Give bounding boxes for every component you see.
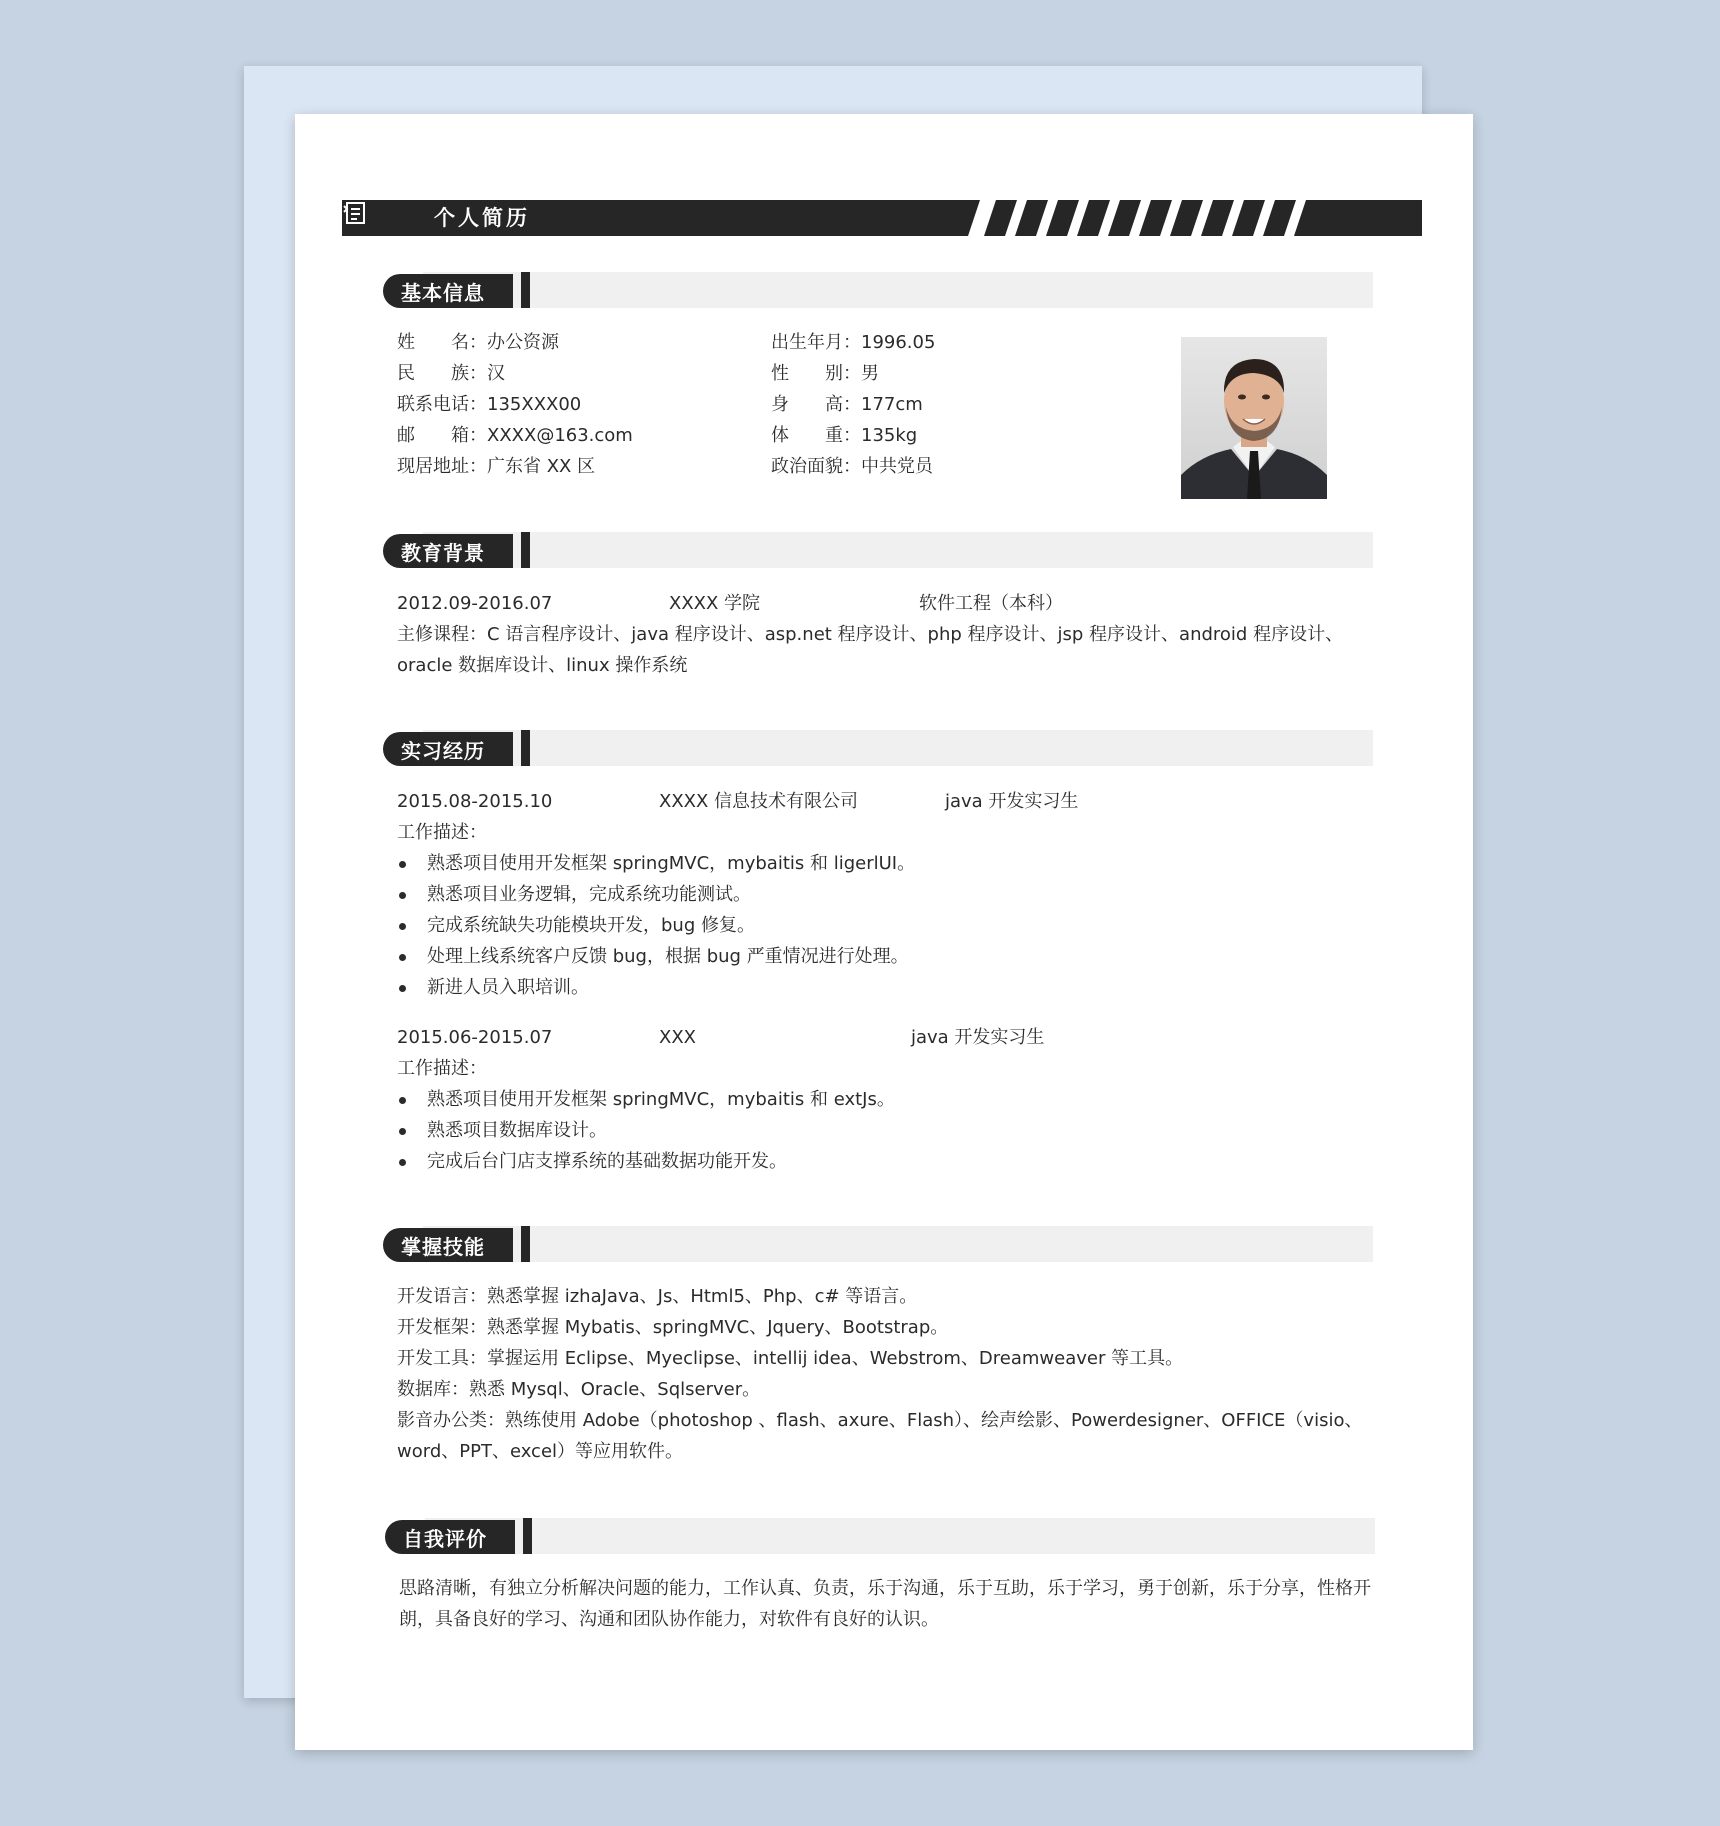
- section-strip: [425, 1518, 1375, 1554]
- info-row-name: 姓 名：办公资源: [397, 332, 559, 353]
- info-row-gender: 性 别：男: [771, 363, 879, 384]
- job-duty-list: [397, 1084, 1357, 1177]
- self-evaluation-text: 思路清晰，有独立分析解决问题的能力，工作认真、负责，乐于沟通，乐于互助，乐于学习，勇于创新，乐于分享，性格开朗，具备良好的学习、沟通和团队协作能力，对软件有良好的认识。: [399, 1578, 1371, 1630]
- job-period: 2015.08-2015.10: [397, 791, 553, 812]
- skill-line: 影音办公类：熟练使用 Adobe（photoshop 、flash、axure、Flash）、绘声绘影、Powerdesigner、OFFICE（visio、word、PPT、excel）等应用软件。: [397, 1410, 1363, 1462]
- section-strip: [423, 1226, 1373, 1262]
- section-marker: [521, 272, 530, 308]
- info-row-phone: 联系电话：135XXX00: [397, 394, 582, 415]
- resume-title: 个人简历: [434, 206, 530, 230]
- info-row-birth: 出生年月：1996.05: [771, 332, 936, 353]
- section-pill: [385, 1520, 515, 1554]
- list-item: 完成系统缺失功能模块开发，bug 修复。: [397, 910, 1357, 941]
- list-item: 熟悉项目数据库设计。: [397, 1115, 1357, 1146]
- section-title: 教育背景: [401, 541, 485, 565]
- job-role: java 开发实习生: [911, 1027, 1045, 1048]
- section-pill: [383, 732, 513, 766]
- section-header: [383, 730, 1373, 766]
- section-strip: [423, 730, 1373, 766]
- skill-line: 开发语言：熟悉掌握 izhaJava、Js、Html5、Php、c# 等语言。: [397, 1286, 918, 1307]
- job-desc-label: 工作描述：: [397, 1058, 487, 1079]
- info-row-weight: 体 重：135kg: [771, 425, 918, 446]
- info-right-list: [771, 327, 935, 482]
- section-pill: [383, 534, 513, 568]
- section-header: [383, 1226, 1373, 1262]
- skill-line: 开发框架：熟悉掌握 Mybatis、springMVC、Jquery、Bootstrap。: [397, 1317, 949, 1338]
- job-company: XXX: [659, 1027, 696, 1048]
- edu-period: 2012.09-2016.07: [397, 593, 553, 614]
- section-skills: [383, 1226, 1373, 1262]
- list-item: 熟悉项目业务逻辑，完成系统功能测试。: [397, 879, 1357, 910]
- job-role: java 开发实习生: [945, 791, 1079, 812]
- profile-photo: [1181, 337, 1327, 499]
- info-row-political: 政治面貌：中共党员: [771, 456, 933, 477]
- skills-list: [397, 1281, 1373, 1467]
- section-pill: [383, 274, 513, 308]
- skill-line: 数据库：熟悉 Mysql、Oracle、Sqlserver。: [397, 1379, 761, 1400]
- info-row-address: 现居地址：广东省 XX 区: [397, 456, 596, 477]
- job-desc-label: 工作描述：: [397, 822, 487, 843]
- job-duty-list: [397, 848, 1357, 1003]
- title-bar: [342, 200, 1422, 236]
- section-header: [385, 1518, 1375, 1554]
- list-item: 熟悉项目使用开发框架 springMVC，mybaitis 和 ligerlUI。: [397, 848, 1357, 879]
- section-marker: [521, 730, 530, 766]
- edu-courses: 主修课程：C 语言程序设计、java 程序设计、asp.net 程序设计、php 程序设计、jsp 程序设计、android 程序设计、oracle 数据库设计、linux 操作系统: [397, 624, 1344, 676]
- section-marker: [521, 532, 530, 568]
- section-marker: [521, 1226, 530, 1262]
- resume-icon: [342, 200, 368, 226]
- info-row-email: 邮 箱：XXXX@163.com: [397, 425, 633, 446]
- list-item: 完成后台门店支撑系统的基础数据功能开发。: [397, 1146, 1357, 1177]
- edu-major: 软件工程（本科）: [919, 593, 1063, 614]
- section-basic-info: [383, 272, 1373, 308]
- section-self-evaluation: [385, 1518, 1375, 1554]
- section-strip: [423, 532, 1373, 568]
- section-education: [383, 532, 1373, 568]
- section-header: [383, 272, 1373, 308]
- section-title: 自我评价: [403, 1527, 487, 1551]
- section-pill: [383, 1228, 513, 1262]
- list-item: 新进人员入职培训。: [397, 972, 1357, 1003]
- section-strip: [423, 272, 1373, 308]
- list-item: 处理上线系统客户反馈 bug，根据 bug 严重情况进行处理。: [397, 941, 1357, 972]
- section-internship: [383, 730, 1373, 766]
- job-company: XXXX 信息技术有限公司: [659, 791, 859, 812]
- info-left-list: [397, 327, 633, 482]
- section-header: [383, 532, 1373, 568]
- info-row-height: 身 高：177cm: [771, 394, 923, 415]
- section-title: 实习经历: [401, 739, 485, 763]
- skill-line: 开发工具：掌握运用 Eclipse、Myeclipse、intellij idea、Webstrom、Dreamweaver 等工具。: [397, 1348, 1184, 1369]
- job-period: 2015.06-2015.07: [397, 1027, 553, 1048]
- resume-page: [295, 114, 1473, 1750]
- section-title: 基本信息: [401, 281, 485, 305]
- section-title: 掌握技能: [401, 1235, 485, 1259]
- edu-school: XXXX 学院: [669, 593, 761, 614]
- info-row-ethnicity: 民 族：汉: [397, 363, 505, 384]
- list-item: 熟悉项目使用开发框架 springMVC，mybaitis 和 extJs。: [397, 1084, 1357, 1115]
- section-marker: [523, 1518, 532, 1554]
